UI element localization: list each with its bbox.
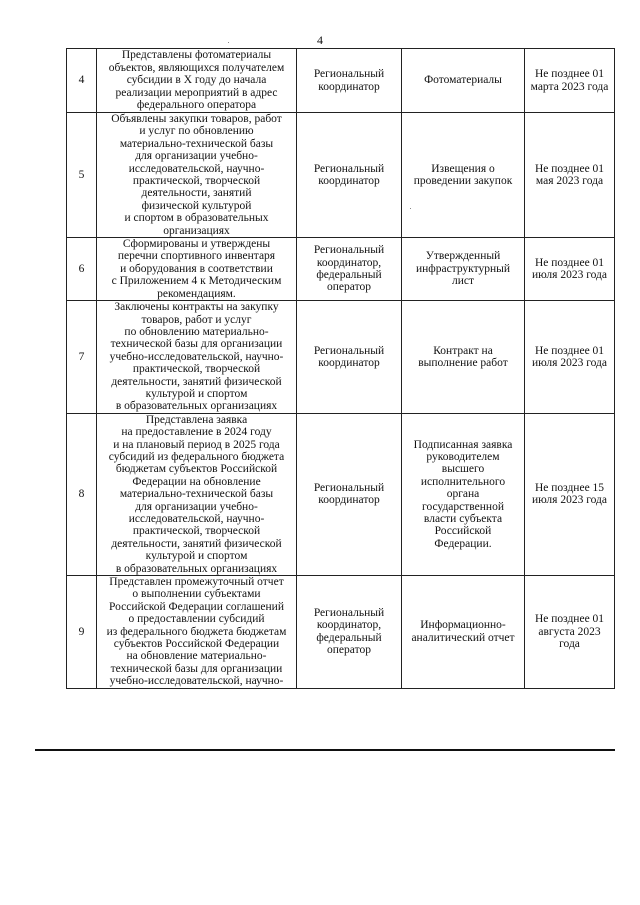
event-line: рекомендациям. bbox=[157, 287, 236, 300]
deadline: Не позднее 01 июля 2023 года bbox=[525, 238, 615, 301]
event-line: практической, творческой bbox=[132, 175, 261, 188]
event-line: Представлен промежуточный отчет bbox=[109, 576, 284, 589]
event-line: и спортом в образовательных bbox=[124, 212, 269, 225]
event-description bbox=[97, 238, 297, 301]
responsible-party: Региональный координатор bbox=[297, 413, 402, 575]
event-line: деятельности, занятий bbox=[141, 187, 252, 200]
result-document: Информационно-аналитический отчет bbox=[402, 576, 525, 689]
result-document: Извещения о проведении закупок bbox=[402, 113, 525, 238]
table-row bbox=[67, 238, 615, 301]
event-line: практической, творческой bbox=[132, 363, 261, 376]
deadline: Не позднее 01 марта 2023 года bbox=[525, 49, 615, 113]
table-row bbox=[67, 413, 615, 575]
table-row bbox=[67, 576, 615, 689]
row-number: 4 bbox=[67, 49, 97, 113]
event-line: перечни спортивного инвентаря bbox=[117, 250, 276, 263]
deadline: Не позднее 01 мая 2023 года bbox=[525, 113, 615, 238]
result-document: Утвержденный инфраструктурный лист bbox=[402, 238, 525, 301]
event-line: исследовательской, научно- bbox=[128, 513, 265, 525]
event-line: и оборудования в соответствии bbox=[120, 262, 273, 275]
events-table bbox=[66, 48, 615, 689]
event-line: и услуг по обновлению bbox=[139, 125, 254, 138]
event-description bbox=[97, 113, 297, 238]
event-line: с Приложением 4 к Методическим bbox=[111, 275, 282, 288]
event-line: деятельности, занятий физической bbox=[111, 375, 282, 388]
responsible-party: Региональный координатор bbox=[297, 113, 402, 238]
scan-speck bbox=[410, 208, 411, 209]
event-line: товаров, работ и услуг bbox=[141, 313, 252, 326]
result-document: Фотоматериалы bbox=[402, 49, 525, 113]
events-table-body bbox=[67, 49, 615, 689]
event-description bbox=[97, 576, 297, 689]
row-number: 6 bbox=[67, 238, 97, 301]
event-line: материально-технической базы bbox=[119, 137, 274, 150]
event-line: Представлена заявка bbox=[145, 413, 248, 426]
page-number: 4 bbox=[317, 33, 323, 47]
event-line: бюджетам субъектов Российской bbox=[115, 463, 278, 476]
deadline: Не позднее 15 июля 2023 года bbox=[525, 413, 615, 575]
responsible-party: Региональный координатор bbox=[297, 49, 402, 113]
result-document: Подписанная заявка руководителем высшего исполнительного органа государственной власти субъекта Российской Федерации. bbox=[402, 413, 525, 575]
row-number: 8 bbox=[67, 413, 97, 575]
row-number: 9 bbox=[67, 576, 97, 689]
table-row bbox=[67, 49, 615, 113]
deadline: Не позднее 01 августа 2023 года bbox=[525, 576, 615, 689]
table-row bbox=[67, 113, 615, 238]
event-line: и на плановый период в 2025 года bbox=[113, 438, 280, 451]
event-line: учебно-исследовательской, научно- bbox=[109, 675, 284, 688]
footer-divider bbox=[35, 749, 615, 751]
event-line: на предоставление в 2024 году bbox=[121, 426, 272, 439]
event-line: субсидий из федерального бюджета bbox=[108, 450, 285, 463]
event-line: деятельности, занятий физической bbox=[111, 537, 282, 550]
event-line: культурой и спортом bbox=[145, 550, 248, 563]
event-line: учебно-исследовательской, научно- bbox=[109, 350, 284, 363]
scan-speck bbox=[228, 42, 229, 43]
event-line: Заключены контракты на закупку bbox=[114, 301, 279, 314]
event-line: технической базы для организации bbox=[110, 338, 283, 351]
event-line: в образовательных организациях bbox=[115, 400, 278, 413]
row-number: 5 bbox=[67, 113, 97, 238]
event-line: Объявлены закупки товаров, работ bbox=[111, 113, 282, 125]
event-line: федерального оператора bbox=[136, 99, 257, 112]
event-line: организациях bbox=[163, 224, 230, 237]
event-description bbox=[97, 301, 297, 414]
row-number: 7 bbox=[67, 301, 97, 414]
event-line: в образовательных организациях bbox=[115, 562, 278, 575]
event-line: культурой и спортом bbox=[145, 387, 248, 400]
event-line: Российской Федерации соглашений bbox=[109, 600, 284, 613]
event-line: субсидии в X году до начала bbox=[126, 74, 267, 87]
responsible-party: Региональный координатор, федеральный оператор bbox=[297, 576, 402, 689]
event-description bbox=[97, 413, 297, 575]
event-line: по обновлению материально- bbox=[124, 325, 269, 338]
event-line: реализации мероприятий в адрес bbox=[115, 86, 278, 99]
event-line: исследовательской, научно- bbox=[128, 162, 265, 175]
event-line: практической, творческой bbox=[132, 525, 261, 538]
responsible-party: Региональный координатор, федеральный оператор bbox=[297, 238, 402, 301]
table-row bbox=[67, 301, 615, 414]
event-description bbox=[97, 49, 297, 113]
event-line: субъектов Российской Федерации bbox=[113, 638, 280, 651]
event-line: технической базы для организации bbox=[110, 662, 283, 675]
event-line: Представлены фотоматериалы bbox=[121, 49, 272, 62]
deadline: Не позднее 01 июля 2023 года bbox=[525, 301, 615, 414]
event-line: о предоставлении субсидий bbox=[128, 613, 265, 626]
event-line: о выполнении субъектами bbox=[132, 588, 261, 601]
event-line: для организации учебно- bbox=[135, 500, 258, 513]
event-line: материально-технической базы bbox=[119, 488, 274, 501]
event-line: для организации учебно- bbox=[135, 150, 258, 163]
event-line: объектов, являющихся получателем bbox=[108, 61, 285, 74]
result-document: Контракт на выполнение работ bbox=[402, 301, 525, 414]
responsible-party: Региональный координатор bbox=[297, 301, 402, 414]
event-line: Сформированы и утверждены bbox=[122, 238, 271, 251]
event-line: на обновление материально- bbox=[126, 650, 267, 663]
event-line: физической культурой bbox=[141, 199, 252, 212]
event-line: Федерации на обновление bbox=[132, 475, 261, 488]
event-line: из федерального бюджета бюджетам bbox=[106, 625, 287, 638]
